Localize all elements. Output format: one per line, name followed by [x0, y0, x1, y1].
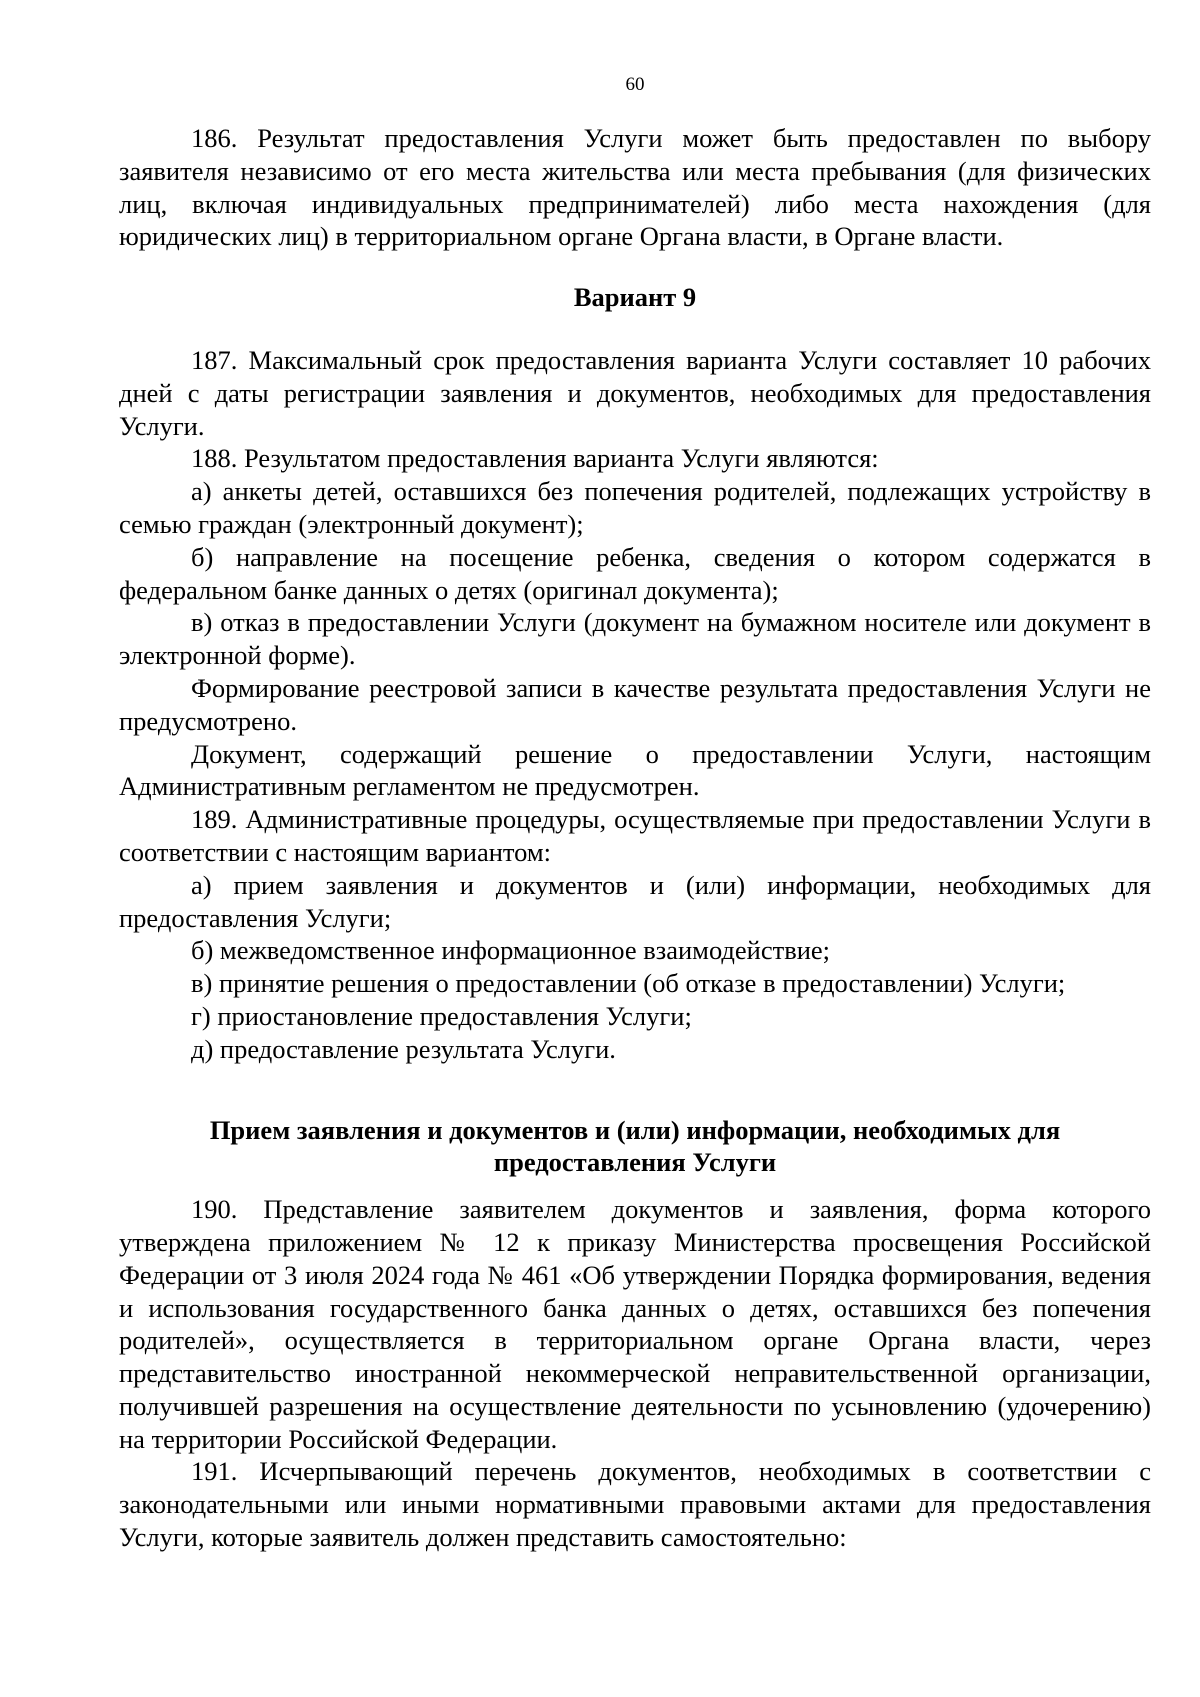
paragraph-187: 187. Максимальный срок предоставления варианта Услуги составляет 10 рабочих дней с даты регистрации заявления и документов, необходимых для предоставления Услуги.	[119, 344, 1151, 441]
heading-section-reception: Прием заявления и документов и (или) информации, необходимых для предоставления Услуги	[209, 1114, 1061, 1178]
page-number: 60	[625, 74, 645, 95]
paragraph-decision-document: Документ, содержащий решение о предоставлении Услуги, настоящим Административным регламентом не предусмотрен.	[119, 738, 1151, 802]
paragraph-189: 189. Административные процедуры, осуществляемые при предоставлении Услуги в соответствии с настоящим вариантом:	[119, 804, 1151, 867]
paragraph-188: 188. Результатом предоставления варианта Услуги являются:	[191, 443, 879, 474]
paragraph-189-v: в) принятие решения о предоставлении (об отказе в предоставлении) Услуги;	[191, 968, 1066, 999]
document-body	[119, 122, 1151, 1554]
paragraph-188-a: а) анкеты детей, оставшихся без попечения родителей, подлежащих устройству в семью граждан (электронный документ);	[119, 476, 1151, 539]
paragraph-190: 190. Представление заявителем документов и заявления, форма которого утверждена приложением № 12 к приказу Министерства просвещения Российской Федерации от 3 июля 2024 года № 461 «Об утверждении Порядка формирования, ведения и использования государственного банка данных о детях, оставшихся без попечения родителей», осуществляется в территориальном органе Органа власти, через представительство иностранной некоммерческой неправительственной организации, получившей разрешения на осуществление деятельности по усыновлению (удочерению) на территории Российской Федерации.	[119, 1194, 1151, 1454]
paragraph-189-d: д) предоставление результата Услуги.	[191, 1033, 616, 1064]
paragraph-registry-record: Формирование реестровой записи в качестве результата предоставления Услуги не предусмотрено.	[119, 672, 1151, 736]
paragraph-189-g: г) приостановление предоставления Услуги;	[191, 1000, 692, 1031]
paragraph-191: 191. Исчерпывающий перечень документов, необходимых в соответствии с законодательными или иными нормативными правовыми актами для предоставления Услуги, которые заявитель должен представить самостоятельно:	[119, 1456, 1151, 1553]
paragraph-189-b: б) межведомственное информационное взаимодействие;	[191, 935, 831, 966]
heading-variant-9: Вариант 9	[573, 282, 697, 313]
paragraph-188-v: в) отказ в предоставлении Услуги (документ на бумажном носителе или документ в электронной форме).	[119, 607, 1151, 671]
paragraph-186: 186. Результат предоставления Услуги может быть предоставлен по выбору заявителя независимо от его места жительства или места пребывания (для физических лиц, включая индивидуальных предпринимателей) либо места нахождения (для юридических лиц) в территориальном органе Органа власти, в Органе власти.	[119, 123, 1151, 252]
paragraph-188-b: б) направление на посещение ребенка, сведения о котором содержатся в федеральном банке данных о детях (оригинал документа);	[119, 541, 1151, 605]
paragraph-189-a: а) прием заявления и документов и (или) информации, необходимых для предоставления Услуги;	[119, 869, 1151, 933]
